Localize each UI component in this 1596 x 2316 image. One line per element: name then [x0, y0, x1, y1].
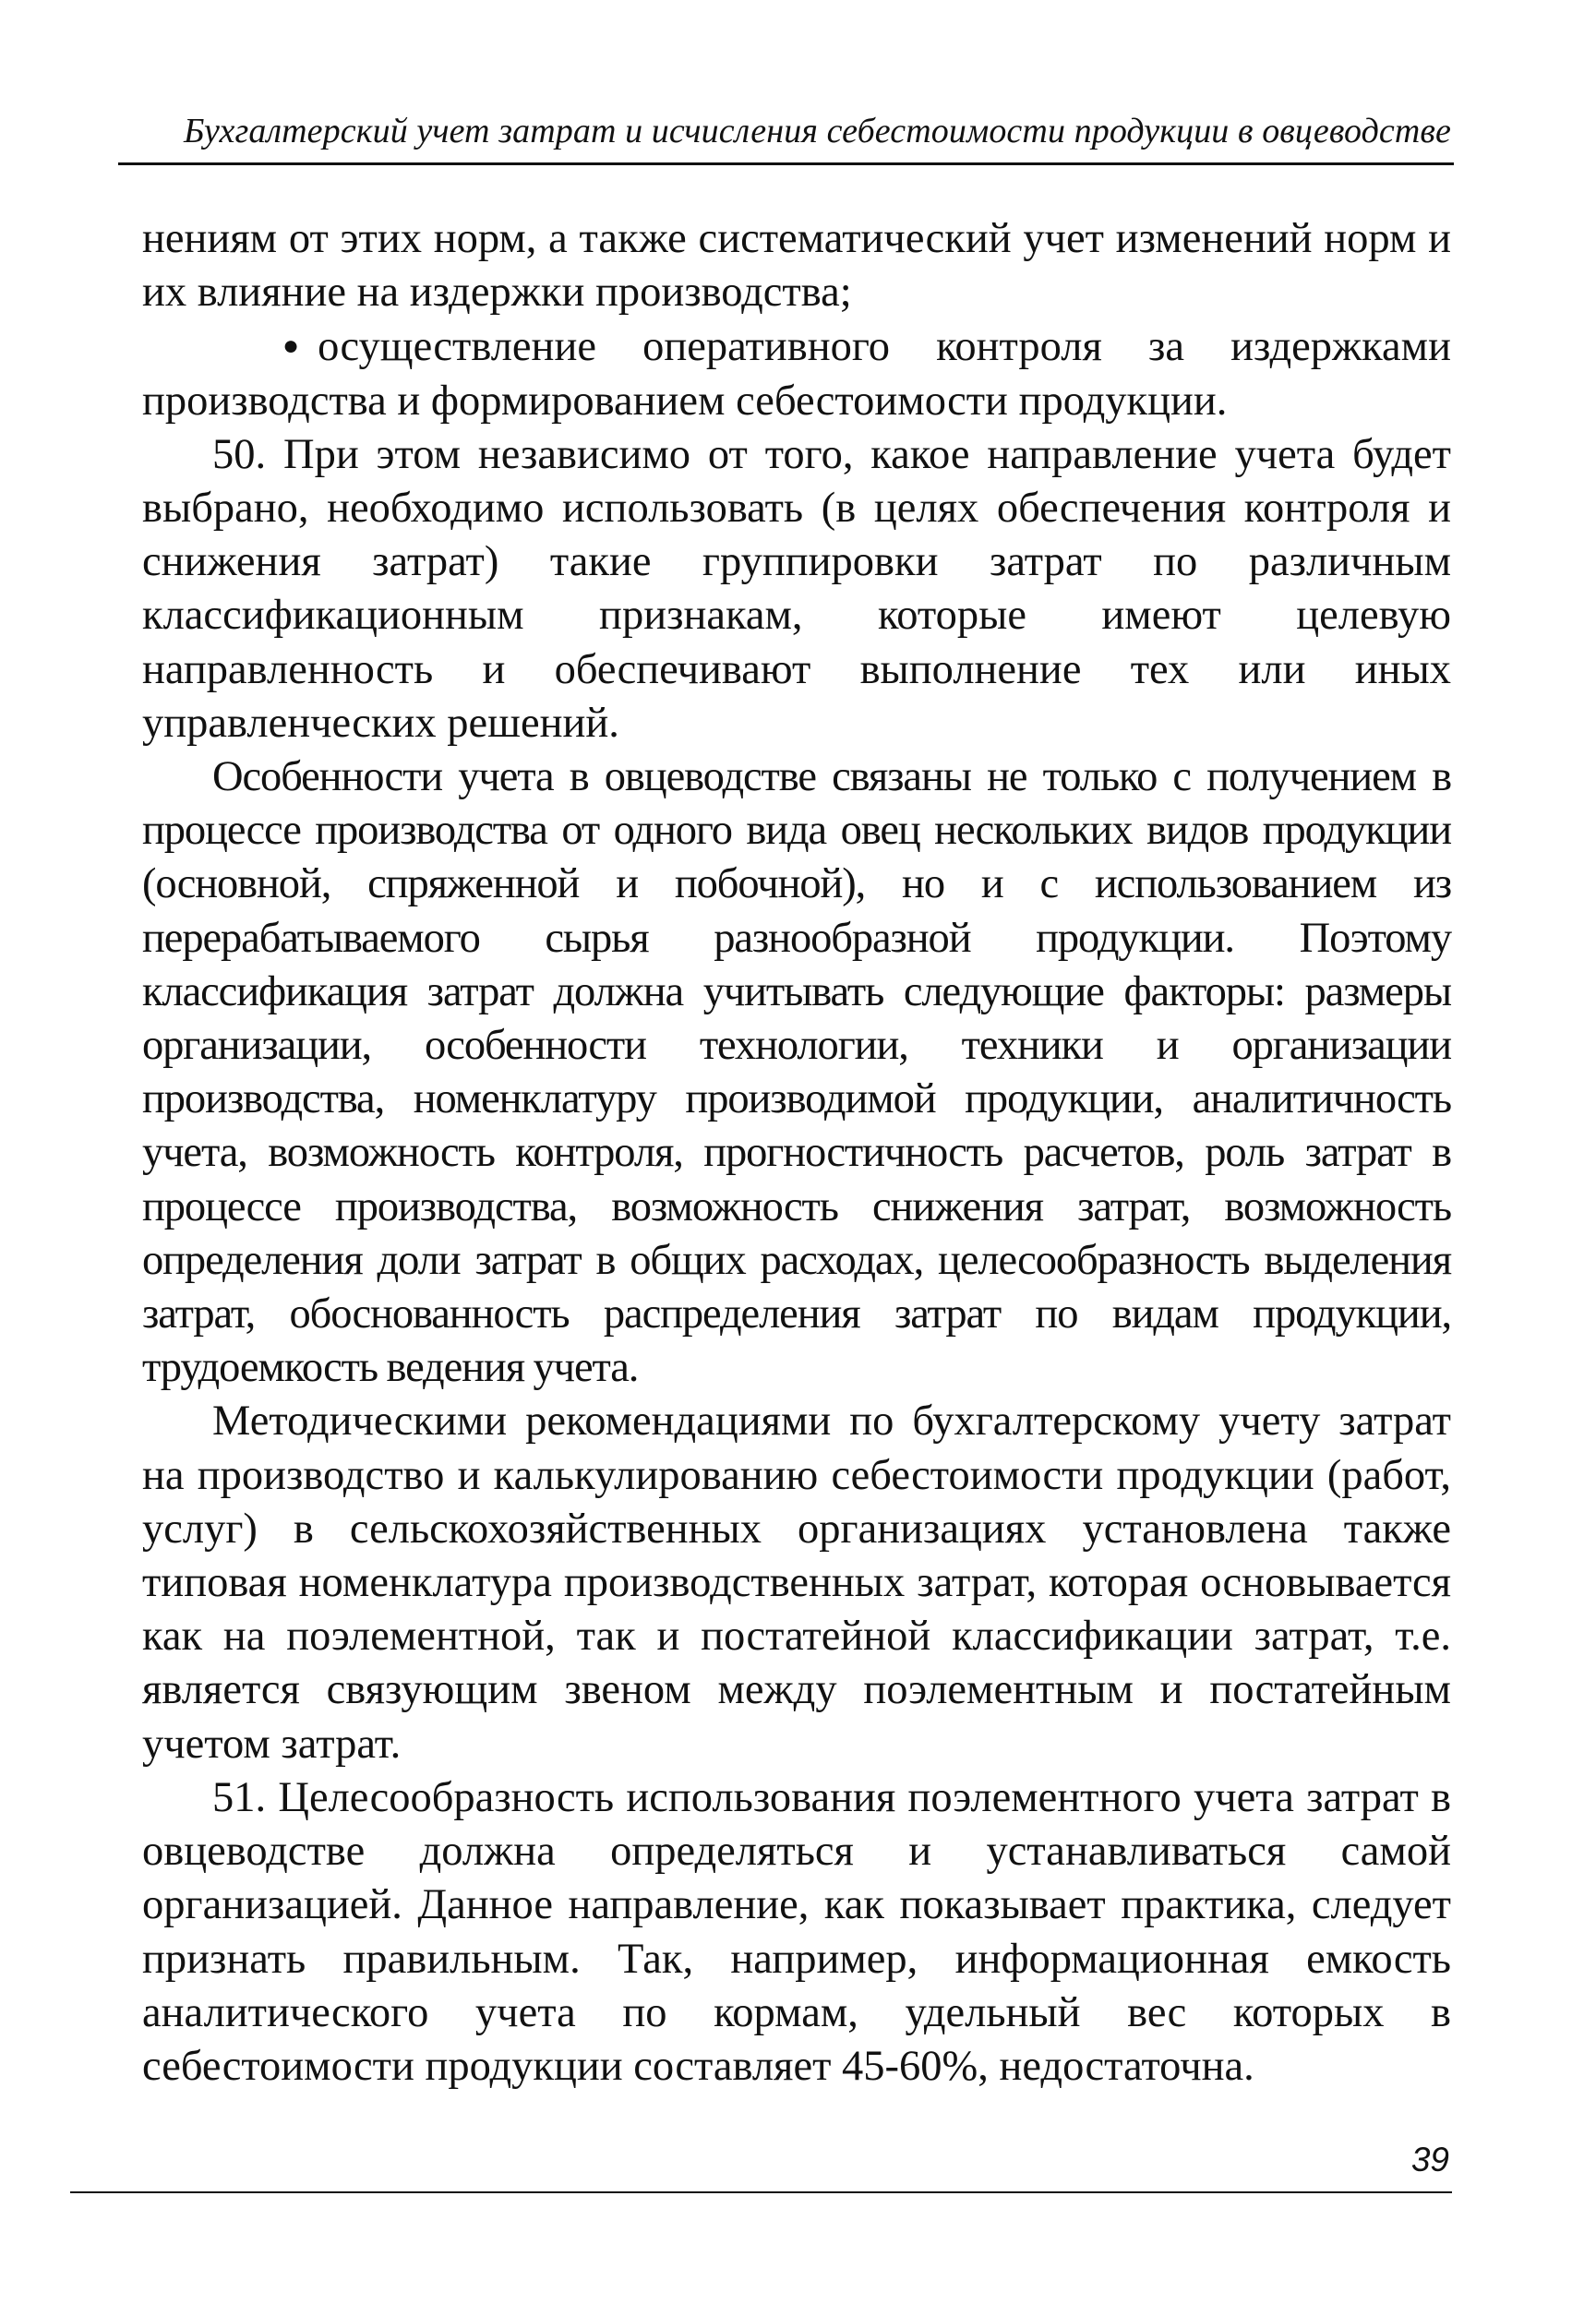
- running-header: Бухгалтерский учет затрат и исчисления себестоимости продукции в овцеводстве: [183, 112, 1451, 150]
- paragraph-recommendations: [142, 1395, 1451, 1770]
- paragraph-text: нениям от этих норм, а также систематический учет изменений норм и их влияние на издержки производства;: [142, 215, 1451, 317]
- paragraph-51: [142, 1771, 1451, 2094]
- paragraph-text: 51. Целесообразность использования поэлементного учета затрат в овцеводстве должна определяться и устанавливаться самой организацией. Данное направление, как показывает практика, следует признать правильным. Так, например, информационная емкость аналитического учета по кормам, удельный вес которых в себестоимости продукции составляет 45-60%, недостаточна.: [142, 1773, 1451, 2090]
- paragraph-text: Методическими рекомендациями по бухгалтерскому учету затрат на производство и калькулированию себестоимости продукции (работ, услуг) в сельскохозяйственных организациях установлена также типовая номенклатура производственных затрат, которая основывается как на поэлементной, так и постатейной классификации затрат, т.е. является связующим звеном между поэлементным и постатейным учетом затрат.: [142, 1398, 1451, 1768]
- header-rule: [118, 162, 1454, 165]
- footer-rule: [70, 2191, 1452, 2193]
- page-number: 39: [1410, 2141, 1449, 2178]
- paragraph-features: [142, 750, 1451, 1395]
- paragraph-text: 50. При этом независимо от того, какое направление учета будет выбрано, необходимо использовать (в целях обеспечения контроля и снижения затрат) такие группировки затрат по различным классификационным признакам, которые имеют целевую направленность и обеспечивают выполнение тех или иных управленческих решений.: [142, 430, 1451, 747]
- paragraph-continued: [142, 212, 1451, 319]
- bullet-item: [142, 319, 1451, 427]
- paragraph-text: Особенности учета в овцеводстве связаны не только с получением в процессе производства от одного вида овец нескольких видов продукции (основной, спряженной и побочной), но и с использованием из перерабатываемого сырья разнообразной продукции. Поэтому классификация затрат должна учитывать следующие факторы: размеры организации, особенности технологии, техники и организации производства, номенклатуру производимой продукции, аналитичность учета, возможность контроля, прогностичность расчетов, роль затрат в процессе производства, возможность снижения затрат, возможность определения доли затрат в общих расходах, целесообразность выделения затрат, обоснованность распределения затрат по видам продукции, трудоемкость ведения учета.: [142, 753, 1451, 1392]
- body-text: [142, 212, 1451, 2094]
- bullet-item-text: осуществление оперативного контроля за издержками производства и формированием себестоимости продукции.: [142, 323, 1451, 425]
- bullet-icon: ●: [282, 330, 300, 362]
- paragraph-50: [142, 428, 1451, 750]
